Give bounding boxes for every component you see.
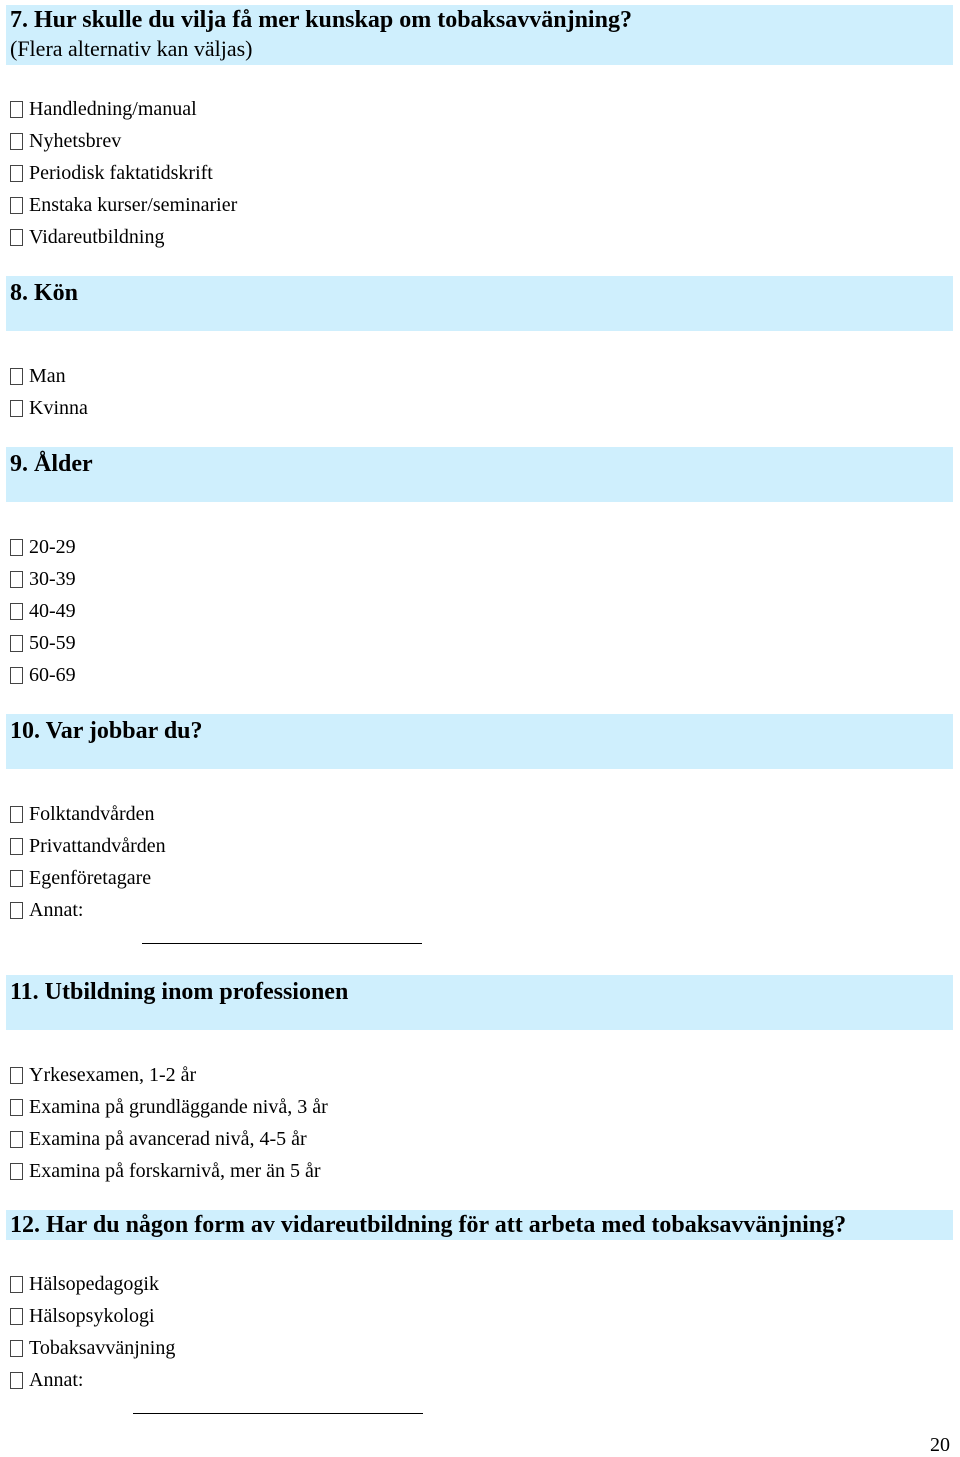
- question-10-title: 10. Var jobbar du?: [10, 718, 203, 744]
- checkbox-icon[interactable]: [10, 1340, 23, 1357]
- q11-option-forskarniva[interactable]: Examina på forskarnivå, mer än 5 år: [10, 1159, 321, 1183]
- question-12-title: 12. Har du någon form av vidareutbildning för att arbeta med tobaksavvänjning?: [10, 1212, 847, 1238]
- checkbox-icon[interactable]: [10, 902, 23, 919]
- q10-option-folktandvarden[interactable]: Folktandvården: [10, 802, 155, 826]
- question-9-title: 9. Ålder: [10, 451, 93, 477]
- checkbox-icon[interactable]: [10, 838, 23, 855]
- checkbox-icon[interactable]: [10, 229, 23, 246]
- q12-annat-write-in-line[interactable]: [133, 1413, 423, 1414]
- q7-option-handledning[interactable]: Handledning/manual: [10, 97, 197, 121]
- question-8-header: [6, 276, 953, 331]
- checkbox-icon[interactable]: [10, 1067, 23, 1084]
- q10-annat-write-in-line[interactable]: [142, 943, 422, 944]
- checkbox-icon[interactable]: [10, 870, 23, 887]
- q9-option-40-49[interactable]: 40-49: [10, 599, 76, 623]
- checkbox-icon[interactable]: [10, 1372, 23, 1389]
- q8-option-kvinna[interactable]: Kvinna: [10, 396, 88, 420]
- checkbox-icon[interactable]: [10, 101, 23, 118]
- q11-option-yrkesexamen[interactable]: Yrkesexamen, 1-2 år: [10, 1063, 196, 1087]
- checkbox-icon[interactable]: [10, 667, 23, 684]
- question-12-header: [6, 1210, 953, 1240]
- question-11-title: 11. Utbildning inom professionen: [10, 979, 349, 1005]
- question-8-title: 8. Kön: [10, 280, 79, 306]
- checkbox-icon[interactable]: [10, 197, 23, 214]
- checkbox-icon[interactable]: [10, 1131, 23, 1148]
- q7-option-faktatidskrift[interactable]: Periodisk faktatidskrift: [10, 161, 213, 185]
- q12-option-halsopedagogik[interactable]: Hälsopedagogik: [10, 1272, 159, 1296]
- q11-option-grundlaggande[interactable]: Examina på grundläggande nivå, 3 år: [10, 1095, 328, 1119]
- q8-option-man[interactable]: Man: [10, 364, 66, 388]
- q12-option-annat[interactable]: Annat:: [10, 1368, 83, 1392]
- q9-option-60-69[interactable]: 60-69: [10, 663, 76, 687]
- q10-option-privattandvarden[interactable]: Privattandvården: [10, 834, 166, 858]
- question-7-title: 7. Hur skulle du vilja få mer kunskap om tobaksavvänjning?: [10, 7, 632, 33]
- checkbox-icon[interactable]: [10, 571, 23, 588]
- question-10-header: [6, 714, 953, 769]
- checkbox-icon[interactable]: [10, 1163, 23, 1180]
- checkbox-icon[interactable]: [10, 539, 23, 556]
- checkbox-icon[interactable]: [10, 635, 23, 652]
- q12-option-tobaksavvanjning[interactable]: Tobaksavvänjning: [10, 1336, 175, 1360]
- checkbox-icon[interactable]: [10, 806, 23, 823]
- checkbox-icon[interactable]: [10, 165, 23, 182]
- checkbox-icon[interactable]: [10, 400, 23, 417]
- q11-option-avancerad[interactable]: Examina på avancerad nivå, 4-5 år: [10, 1127, 307, 1151]
- checkbox-icon[interactable]: [10, 1276, 23, 1293]
- checkbox-icon[interactable]: [10, 368, 23, 385]
- q7-option-kurser[interactable]: Enstaka kurser/seminarier: [10, 193, 237, 217]
- q9-option-30-39[interactable]: 30-39: [10, 567, 76, 591]
- question-7-header: [6, 5, 953, 65]
- q7-option-vidareutbildning[interactable]: Vidareutbildning: [10, 225, 164, 249]
- q10-option-egenforetagare[interactable]: Egenföretagare: [10, 866, 151, 890]
- page-number: 20: [930, 1434, 950, 1456]
- question-7-subtitle: (Flera alternativ kan väljas): [10, 36, 253, 61]
- checkbox-icon[interactable]: [10, 133, 23, 150]
- q10-option-annat[interactable]: Annat:: [10, 898, 83, 922]
- q7-option-nyhetsbrev[interactable]: Nyhetsbrev: [10, 129, 121, 153]
- checkbox-icon[interactable]: [10, 1308, 23, 1325]
- checkbox-icon[interactable]: [10, 1099, 23, 1116]
- q9-option-20-29[interactable]: 20-29: [10, 535, 76, 559]
- question-11-header: [6, 975, 953, 1030]
- question-9-header: [6, 447, 953, 502]
- q12-option-halsopsykologi[interactable]: Hälsopsykologi: [10, 1304, 155, 1328]
- q9-option-50-59[interactable]: 50-59: [10, 631, 76, 655]
- checkbox-icon[interactable]: [10, 603, 23, 620]
